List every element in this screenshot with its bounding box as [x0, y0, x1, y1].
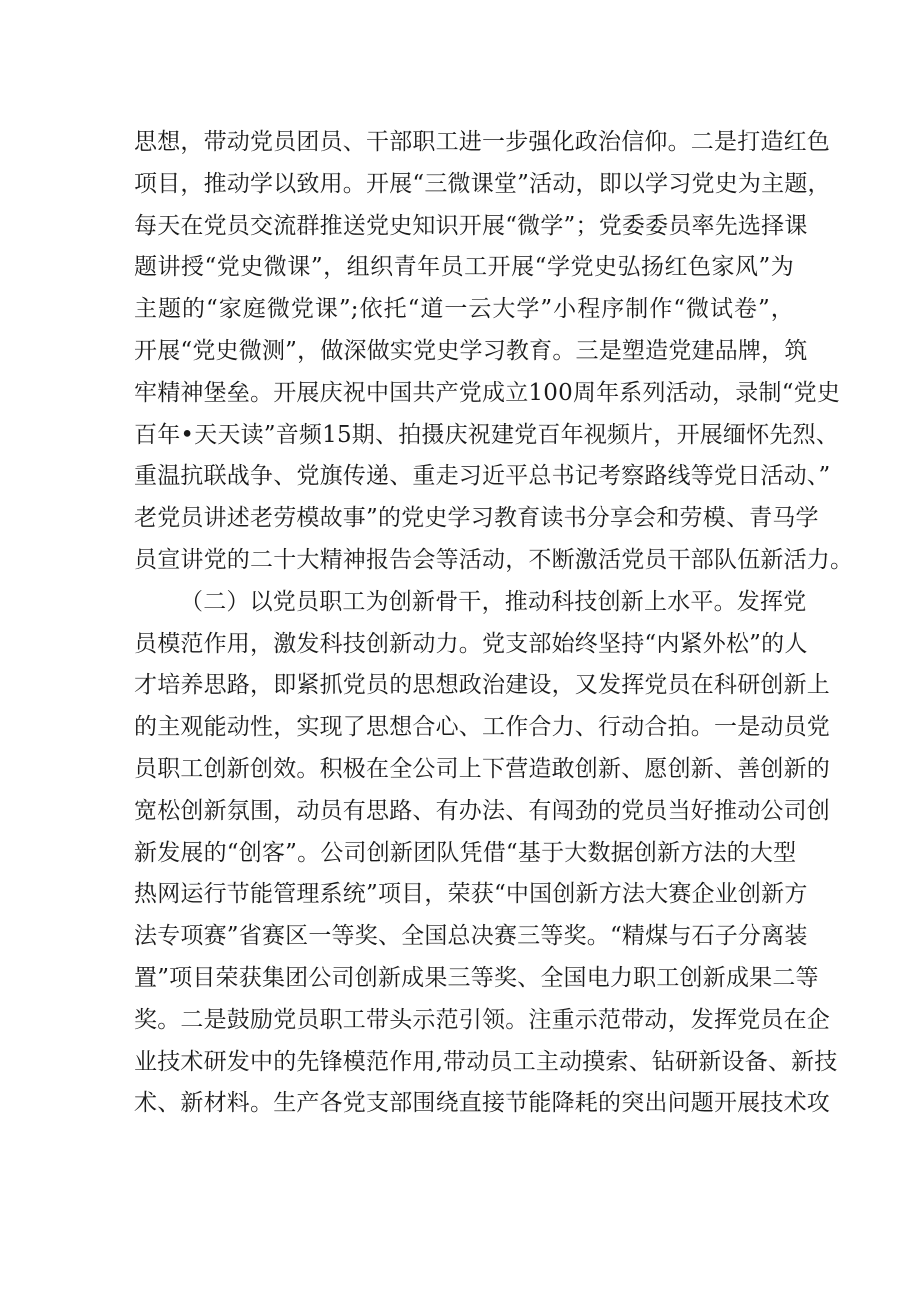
section-heading-line: （二）以党员职工为创新骨干，推动科技创新上水平。发挥党: [180, 588, 807, 615]
text-line: 热网运行节能管理系统”项目，荣获“中国创新方法大赛企业创新方: [134, 881, 808, 908]
text-line: 员宣讲党的二十大精神报告会等活动，不断激活党员干部队伍新活力。: [134, 546, 854, 573]
text-line: 业技术研发中的先锋模范作用,带动员工主动摸索、钻研新设备、新技: [134, 1048, 838, 1075]
text-line: 才培养思路，即紧抓党员的思想政治建设，又发挥党员在科研创新上: [134, 672, 830, 699]
text-line: 每天在党员交流群推送党史知识开展“微学”；党委委员率先选择课: [134, 212, 808, 239]
text-line: 奖。二是鼓励党员职工带头示范引领。注重示范带动，发挥党员在企: [134, 1006, 830, 1033]
text-line: 法专项赛”省赛区一等奖、全国总决赛三等奖。“精煤与石子分离装: [134, 923, 808, 950]
text-line: 术、新材料。生产各党支部围绕直接节能降耗的突出问题开展技术攻: [134, 1090, 830, 1117]
text-line: 思想，带动党员团员、干部职工进一步强化政治信仰。二是打造红色: [134, 129, 830, 155]
text-line: 主题的“家庭微党课”;依托“道一云大学”小程序制作“微试卷”，: [134, 296, 794, 323]
text-line: 开展“党史微测”，做深做实党史学习教育。三是塑造党建品牌，筑: [134, 337, 808, 364]
text-line: 老党员讲述老劳模故事”的党史学习教育读书分享会和劳模、青马学: [134, 505, 819, 532]
text-line: 题讲授“党史微课”，组织青年员工开展“学党史弘扬红色家风”为: [134, 254, 794, 281]
body-text: [134, 122, 854, 1125]
text-line: 员模范作用，激发科技创新动力。党支部始终坚持“内紧外松”的人: [134, 630, 808, 657]
text-line: 置”项目荣获集团公司创新成果三等奖、全国电力职工创新成果二等: [134, 964, 819, 991]
text-line: 牢精神堡垒。开展庆祝中国共产党成立100周年系列活动，录制“党史: [134, 379, 841, 406]
text-line: 重温抗联战争、党旗传递、重走习近平总书记考察路线等党日活动、”: [134, 463, 831, 490]
text-line: 的主观能动性，实现了思想合心、工作合力、行动合拍。一是动员党: [134, 714, 830, 741]
text-line: 百年•天天读”音频15期、拍摄庆祝建党百年视频片，开展缅怀先烈、: [134, 421, 839, 448]
text-line: 新发展的“创客”。公司创新团队凭借“基于大数据创新方法的大型: [134, 839, 797, 866]
text-line: 项目，推动学以致用。开展“三微课堂”活动，即以学习党史为主题，: [134, 170, 831, 197]
text-line: 员职工创新创效。积极在全公司上下营造敢创新、愿创新、善创新的: [134, 755, 830, 782]
text-line: 宽松创新氛围，动员有思路、有办法、有闯劲的党员当好推动公司创: [134, 797, 830, 824]
